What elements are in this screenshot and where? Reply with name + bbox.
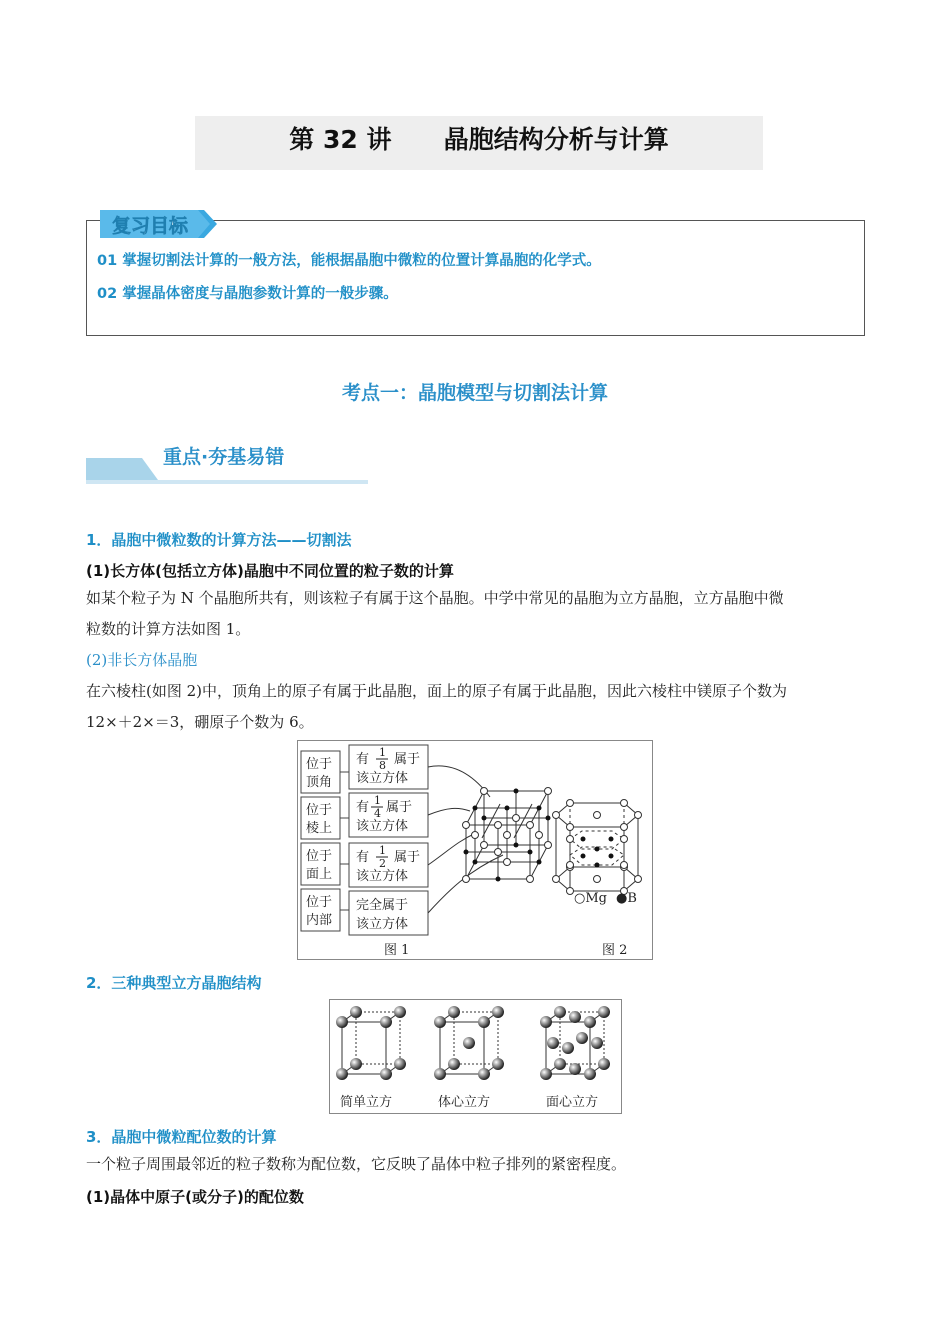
belong-2: 属于 (386, 800, 413, 815)
frac-den-1: 8 (379, 759, 386, 772)
pos-label-3b: 面上 (306, 867, 333, 882)
pos-label-1a: 位于 (306, 757, 333, 772)
label-face-centered: 面心立方 (546, 1095, 599, 1110)
have-3: 有 (356, 850, 370, 865)
paragraph-2-line-1: 在六棱柱(如图 2)中，顶角上的原子有属于此晶胞，面上的原子有属于此晶胞，因此六棱柱中镁原子个数为 (86, 682, 788, 700)
cube-2: 该立方体 (356, 819, 409, 834)
frac-num-1: 1 (379, 746, 386, 759)
legend-mg: ○Mg (574, 891, 607, 906)
pos-label-1b: 顶角 (306, 775, 333, 790)
caption-fig1: 图 1 (384, 943, 410, 958)
paragraph-3: 一个粒子周围最邻近的粒子数称为配位数，它反映了晶体中粒子排列的紧密程度。 (86, 1155, 627, 1173)
pos-label-2a: 位于 (306, 803, 333, 818)
caption-fig2: 图 2 (602, 943, 628, 958)
belong-1: 属于 (394, 752, 421, 767)
cube-3: 该立方体 (356, 869, 409, 884)
have-1: 有 (356, 752, 370, 767)
frac-num-2: 1 (374, 794, 381, 807)
frac-den-2: 4 (374, 807, 381, 820)
paragraph-1-line-2: 粒数的计算方法如图 1。 (86, 620, 251, 638)
pos-label-3a: 位于 (306, 849, 333, 864)
figure-three-cubic-cells (329, 999, 622, 1114)
goal-item-2: 02 掌握晶体密度与晶胞参数计算的一般步骤。 (97, 286, 398, 302)
label-body-centered: 体心立方 (438, 1095, 491, 1110)
cube-4: 该立方体 (356, 917, 409, 932)
belong-3: 属于 (394, 850, 421, 865)
frac-num-3: 1 (379, 844, 386, 857)
section-label: 重点·夯基易错 (163, 446, 285, 468)
frac-den-3: 2 (379, 857, 386, 870)
heading-3-1: (1)晶体中原子(或分子)的配位数 (86, 1188, 304, 1206)
whole-4: 完全属于 (356, 898, 409, 913)
label-simple-cubic: 简单立方 (340, 1095, 393, 1110)
heading-2: 2．三种典型立方晶胞结构 (86, 974, 262, 992)
legend-b: ●B (616, 891, 637, 906)
pos-label-4b: 内部 (306, 913, 333, 928)
heading-3: 3．晶胞中微粒配位数的计算 (86, 1128, 277, 1146)
cube-1: 该立方体 (356, 771, 409, 786)
goals-tag-badge (100, 206, 220, 240)
three-cubic-cells-svg (330, 1000, 621, 1113)
have-2: 有 (356, 800, 370, 815)
pos-label-2b: 棱上 (306, 821, 333, 836)
heading-1: 1．晶胞中微粒数的计算方法——切割法 (86, 531, 352, 549)
paragraph-1-line-1: 如某个粒子为 N 个晶胞所共有，则该粒子有属于这个晶胞。中学中常见的晶胞为立方晶胞，立方晶胞中微 (86, 589, 784, 607)
figure-1-2-svg (298, 741, 652, 959)
heading-1-2: (2)非长方体晶胞 (86, 651, 198, 669)
goal-item-1: 01 掌握切割法计算的一般方法，能根据晶胞中微粒的位置计算晶胞的化学式。 (97, 253, 601, 269)
heading-1-1: (1)长方体(包括立方体)晶胞中不同位置的粒子数的计算 (86, 562, 454, 580)
page-title: 第 32 讲 晶胞结构分析与计算 (289, 125, 669, 154)
pos-label-4a: 位于 (306, 895, 333, 910)
figure-1-2 (297, 740, 653, 960)
goals-tag-label: 复习目标 (112, 215, 189, 237)
kaodian-title: 考点一：晶胞模型与切割法计算 (341, 382, 608, 404)
paragraph-2-line-2: 12×＋2×＝3，硼原子个数为 6。 (86, 713, 314, 731)
